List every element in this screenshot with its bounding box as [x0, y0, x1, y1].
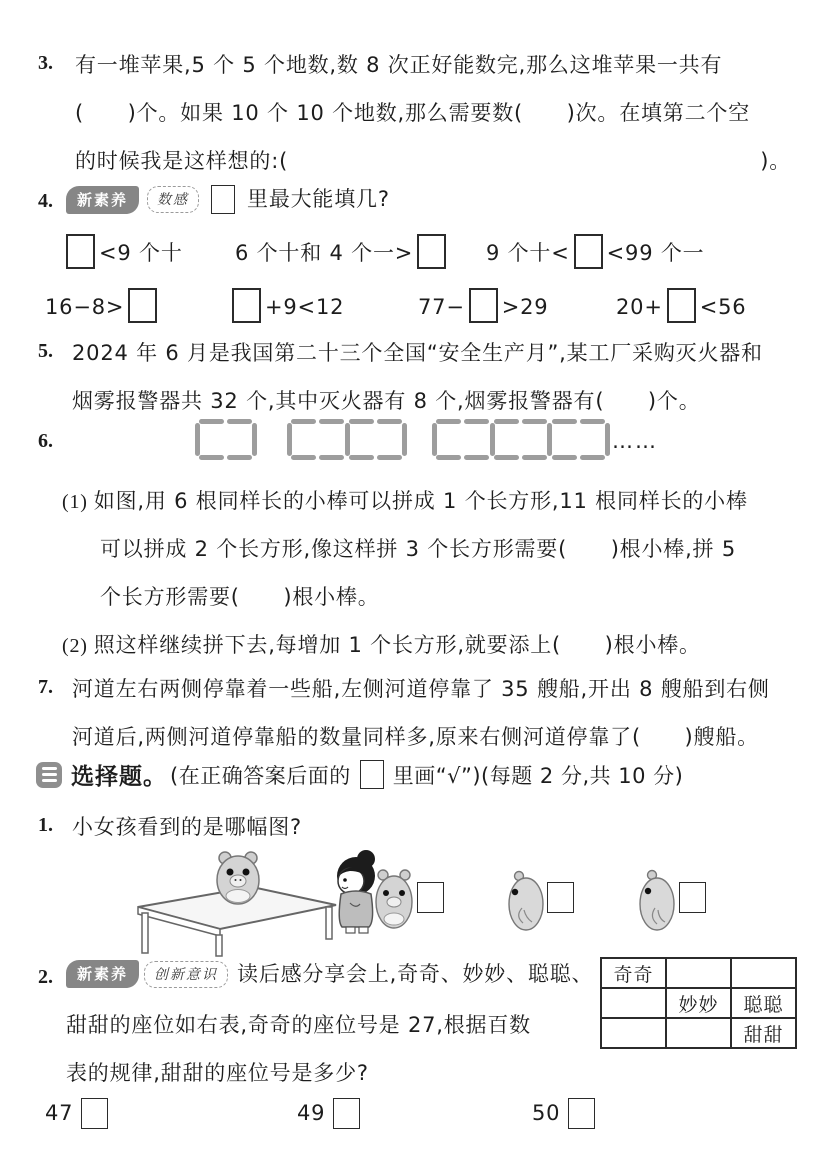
- cq1-number: 1.: [38, 814, 53, 836]
- answer-box[interactable]: [211, 185, 235, 214]
- cq2-line2: 甜甜的座位如右表,奇奇的座位号是 27,根据百数: [66, 1013, 531, 1037]
- cq2-option-3: [532, 1098, 595, 1129]
- q4-expr1-post: <9 个十: [99, 241, 183, 265]
- innovation-badge: 创新意识: [144, 961, 228, 988]
- q4-expr7-pre: 20+: [616, 295, 663, 319]
- q4-expr3-post: <99 个一: [606, 241, 705, 265]
- hamster-side-option-icon: [634, 866, 678, 936]
- hamster-front-option-icon: [372, 866, 416, 936]
- q3-number: 3.: [38, 52, 53, 74]
- hamster-front-icon: [217, 852, 259, 904]
- section-three-icon: [36, 762, 62, 788]
- cq2-line3: 表的规律,甜甜的座位号是多少?: [66, 1061, 369, 1085]
- option-checkbox[interactable]: [547, 882, 574, 913]
- q4-expr7: [616, 288, 746, 323]
- hamster-side-option-icon: [502, 866, 546, 936]
- q3-line1: 有一堆苹果,5 个 5 个地数,数 8 次正好能数完,那么这堆苹果一共有: [75, 53, 723, 77]
- q6-sub1-text1: 如图,用 6 根同样长的小棒可以拼成 1 个长方形,11 根同样长的小棒: [93, 489, 748, 513]
- number-sense-badge: 数感: [147, 186, 199, 213]
- q4-expr4: [45, 288, 161, 323]
- seating-table: [600, 957, 797, 1049]
- seating-cell: 奇奇: [601, 958, 666, 988]
- seating-cell: 甜甜: [731, 1018, 796, 1048]
- answer-box[interactable]: [667, 288, 696, 323]
- q6-number: 6.: [38, 430, 53, 452]
- q3-line3: [75, 148, 791, 174]
- q4-expr6: [418, 288, 548, 323]
- q4-expr3-pre: 9 个十<: [486, 241, 570, 265]
- cq2-text1: 读后感分享会上,奇奇、妙妙、聪聪、: [237, 961, 594, 986]
- q6-sub2-text: 照这样继续拼下去,每增加 1 个长方形,就要添上( )根小棒。: [93, 633, 701, 657]
- option-checkbox[interactable]: [333, 1098, 360, 1129]
- choice-header-pre: (在正确答案后面的: [170, 763, 351, 788]
- q6-ellipsis: ……: [612, 429, 658, 453]
- option-label: 49: [297, 1101, 326, 1126]
- q3-line3-end: )。: [760, 149, 791, 173]
- answer-box[interactable]: [66, 234, 95, 269]
- seating-cell: [601, 1018, 666, 1048]
- answer-box[interactable]: [469, 288, 498, 323]
- q7-line2: 河道后,两侧河道停靠船的数量同样多,原来右侧河道停靠了( )艘船。: [72, 725, 759, 749]
- choice-header-post: 里画“√”)(每题 2 分,共 10 分): [392, 763, 684, 788]
- q4-title-line: [66, 185, 390, 214]
- cq2-line1: [66, 960, 593, 988]
- q4-expr5: [228, 288, 344, 323]
- new-literacy-badge: 新素养: [66, 960, 139, 988]
- option-checkbox[interactable]: [417, 882, 444, 913]
- choice-section-header: [36, 758, 683, 791]
- answer-box[interactable]: [128, 288, 157, 323]
- q6-sub1-number: (1): [62, 491, 88, 513]
- seating-cell: [731, 958, 796, 988]
- q5-line2: 烟雾报警器共 32 个,其中灭火器有 8 个,烟雾报警器有( )个。: [72, 389, 701, 413]
- q4-expr4-pre: 16−8>: [45, 295, 125, 319]
- q6-sub1-line3: 个长方形需要( )根小棒。: [100, 585, 380, 609]
- cq2-option-2: [297, 1098, 360, 1129]
- q6-sub1-line1: [62, 488, 748, 515]
- girl-icon: [337, 850, 375, 933]
- q4-expr7-post: <56: [699, 295, 747, 319]
- seating-cell: 聪聪: [731, 988, 796, 1018]
- option-checkbox[interactable]: [568, 1098, 595, 1129]
- answer-box[interactable]: [232, 288, 261, 323]
- cq2-option-1: [45, 1098, 108, 1129]
- q7-number: 7.: [38, 676, 53, 698]
- option-checkbox[interactable]: [679, 882, 706, 913]
- q3-line3-pre: 的时候我是这样想的:(: [75, 149, 289, 173]
- q4-expr2: [235, 234, 450, 269]
- answer-box[interactable]: [417, 234, 446, 269]
- option-checkbox[interactable]: [81, 1098, 108, 1129]
- seating-cell: [601, 988, 666, 1018]
- q4-expr6-pre: 77−: [418, 295, 465, 319]
- q4-expr2-pre: 6 个十和 4 个一>: [235, 241, 414, 265]
- q4-expr1: [62, 234, 183, 269]
- seating-cell: [666, 958, 731, 988]
- q6-sub1-line2: 可以拼成 2 个长方形,像这样拼 3 个长方形需要( )根小棒,拼 5: [100, 537, 736, 561]
- q4-number: 4.: [38, 190, 53, 212]
- q4-expr6-post: >29: [501, 295, 549, 319]
- answer-box[interactable]: [574, 234, 603, 269]
- q3-line2: ( )个。如果 10 个 10 个地数,那么需要数( )次。在填第二个空: [75, 101, 750, 125]
- q6-sub2-number: (2): [62, 635, 88, 657]
- cq2-number: 2.: [38, 966, 53, 988]
- option-label: 47: [45, 1101, 74, 1126]
- scene-illustration: [130, 843, 392, 958]
- option-label: 50: [532, 1101, 561, 1126]
- q4-title-text: 里最大能填几?: [247, 187, 390, 212]
- matchstick-figure: [150, 414, 610, 466]
- q5-number: 5.: [38, 340, 53, 362]
- seating-cell: [666, 1018, 731, 1048]
- choice-section-title: 选择题。: [71, 764, 167, 790]
- q4-expr3: [486, 234, 704, 269]
- seating-cell: 妙妙: [666, 988, 731, 1018]
- q4-expr5-post: +9<12: [265, 295, 345, 319]
- cq1-text: 小女孩看到的是哪幅图?: [72, 815, 302, 839]
- answer-box: [360, 760, 384, 789]
- q6-sub2-line: [62, 632, 701, 659]
- q5-line1: 2024 年 6 月是我国第二十三个全国“安全生产月”,某工厂采购灭火器和: [72, 341, 763, 365]
- q7-line1: 河道左右两侧停靠着一些船,左侧河道停靠了 35 艘船,开出 8 艘船到右侧: [72, 677, 770, 701]
- new-literacy-badge: 新素养: [66, 186, 139, 214]
